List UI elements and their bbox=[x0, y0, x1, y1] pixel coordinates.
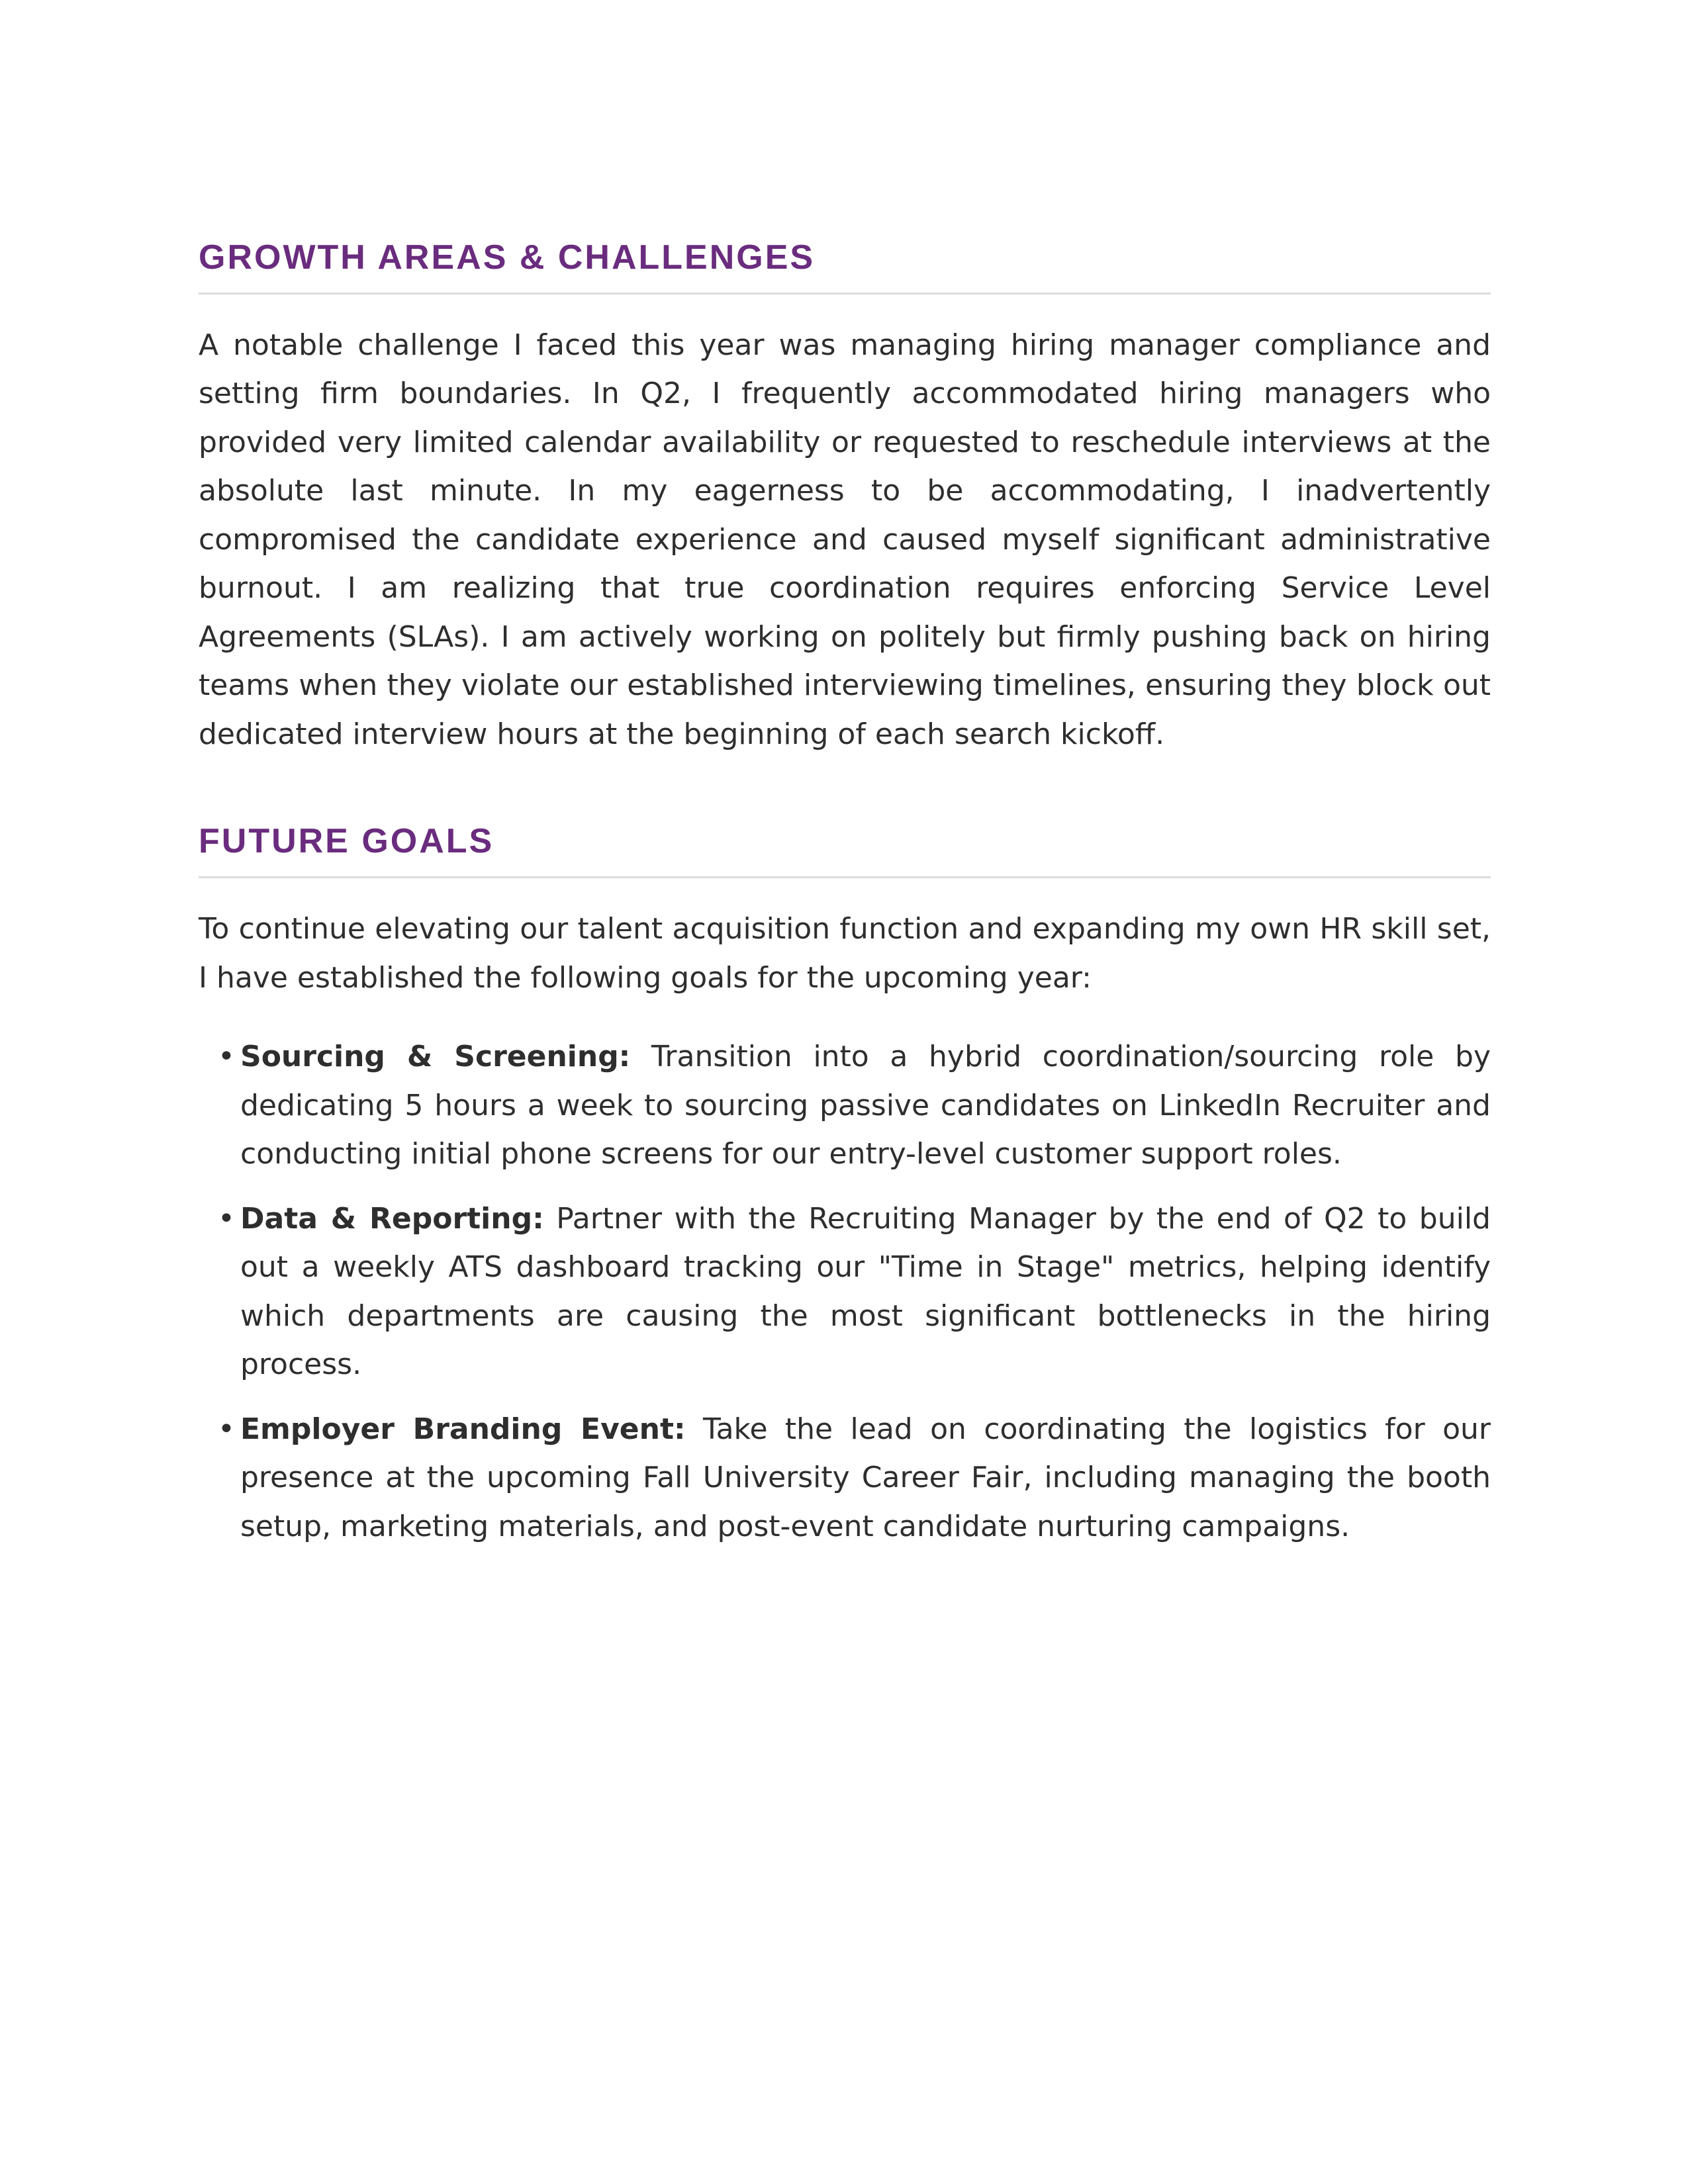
goal-item-employer-branding bbox=[218, 1405, 1491, 1551]
bullet-icon: • bbox=[218, 1201, 235, 1236]
goal-text: Transition into a hybrid coordination/sourcing role by dedicating 5 hours a week to sourcing passive candidates on LinkedIn Recruiter and conducting initial phone screens for our entry-level customer support roles. bbox=[240, 1040, 1491, 1171]
growth-areas-paragraph: A notable challenge I faced this year was managing hiring manager compliance and setting firm boundaries. In Q2, I frequently accommodated hiring managers who provided very limited calendar availability or requested to reschedule interviews at the absolute last minute. In my eagerness to be accommodating, I inadvertently compromised the candidate experience and caused myself significant administrative burnout. I am realizing that true coordination requires enforcing Service Level Agreements (SLAs). I am actively working on politely but firmly pushing back on hiring teams when they violate our established interviewing timelines, ensuring they block out dedicated interview hours at the beginning of each search kickoff. bbox=[199, 328, 1491, 751]
future-goals-section bbox=[199, 822, 1491, 1551]
goal-item-data-reporting bbox=[218, 1195, 1491, 1389]
goals-list bbox=[199, 1032, 1491, 1551]
growth-areas-section bbox=[199, 238, 1491, 758]
goal-label: Data & Reporting: bbox=[240, 1201, 544, 1236]
bullet-icon: • bbox=[218, 1412, 235, 1446]
goal-text: Partner with the Recruiting Manager by the end of Q2 to build out a weekly ATS dashboard tracking our "Time in Stage" metrics, helping identify which departments are causing the most significant bottlenecks in the hiring process. bbox=[240, 1201, 1491, 1382]
goal-label: Employer Branding Event: bbox=[240, 1412, 686, 1446]
section-title-growth-areas: GROWTH AREAS & CHALLENGES bbox=[199, 238, 1491, 295]
section-title-future-goals: FUTURE GOALS bbox=[199, 822, 1491, 878]
goal-text: Take the lead on coordinating the logistics for our presence at the upcoming Fall University Career Fair, including managing the booth setup, marketing materials, and post-event candidate nurturing campaigns. bbox=[240, 1412, 1491, 1543]
goal-item-sourcing-screening bbox=[218, 1032, 1491, 1179]
goal-label: Sourcing & Screening: bbox=[240, 1040, 631, 1074]
document-page bbox=[199, 238, 1491, 1567]
future-goals-intro: To continue elevating our talent acquisition function and expanding my own HR skill set, I have established the following goals for the upcoming year: bbox=[199, 912, 1491, 995]
bullet-icon: • bbox=[218, 1040, 235, 1074]
